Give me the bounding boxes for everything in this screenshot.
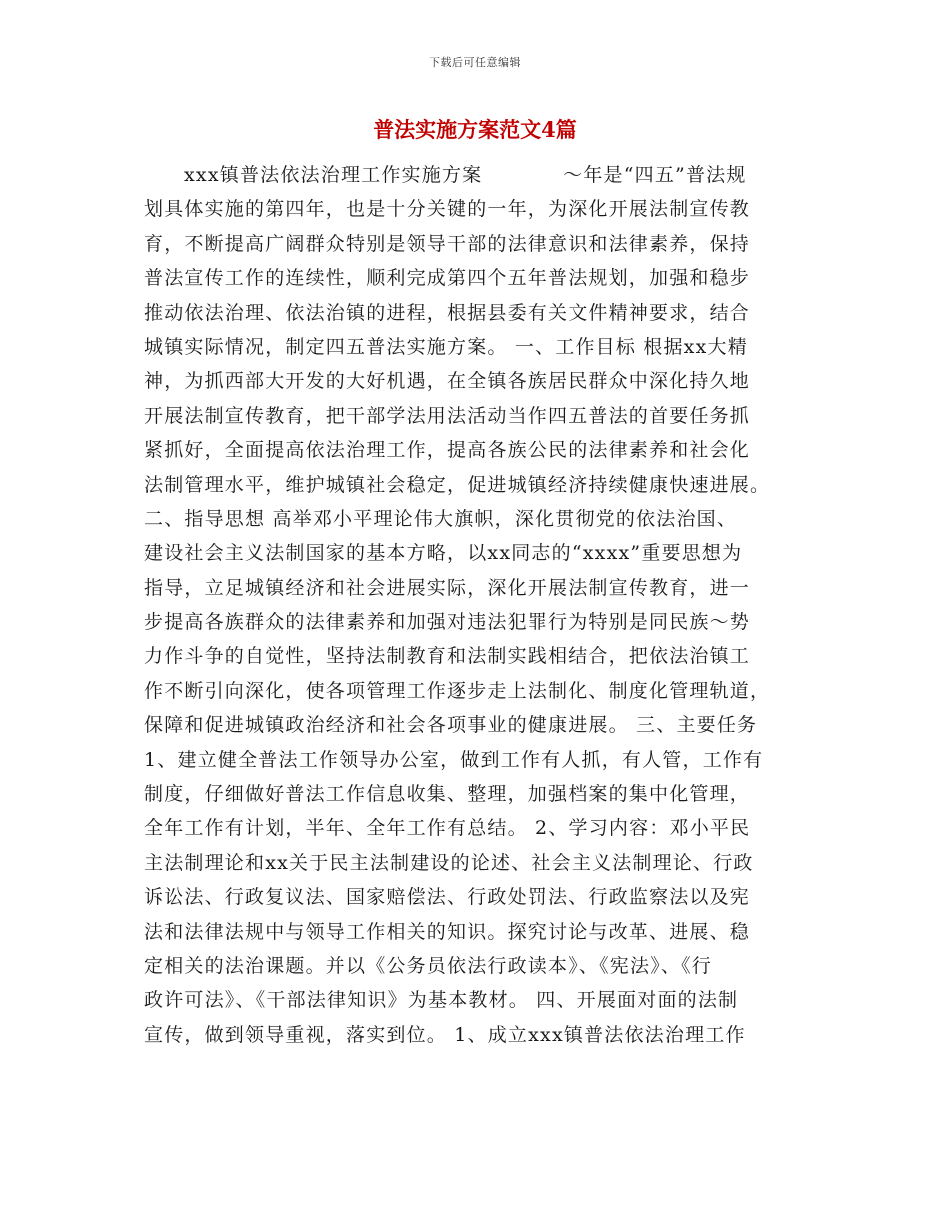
- body-line: 宣传，做到领导重视，落实到位。 1、成立xxx镇普法依法治理工作: [144, 1023, 746, 1046]
- body-line: 作不断引向深化，使各项管理工作逐步走上法制化、制度化管理轨道，: [144, 679, 771, 702]
- body-line: 推动依法治理、依法治镇的进程，根据县委有关文件精神要求，结合: [144, 301, 751, 324]
- body-line: 力作斗争的自觉性，坚持法制教育和法制实践相结合，把依法治镇工: [144, 645, 751, 668]
- body-line: 育，不断提高广阔群众特别是领导干部的法律意识和法律素养，保持: [144, 232, 751, 255]
- body-line: 全年工作有计划，半年、全年工作有总结。 2、学习内容：邓小平民: [144, 817, 751, 840]
- body-line: 政许可法》、《干部法律知识》为基本教材。 四、开展面对面的法制: [144, 989, 739, 1012]
- body-line: 指导，立足城镇经济和社会进展实际，深化开展法制宣传教育，进一: [144, 576, 751, 599]
- body-line: 紧抓好，全面提高依法治理工作，提高各族公民的法律素养和社会化: [144, 439, 751, 462]
- body-line: 制度，仔细做好普法工作信息收集、整理，加强档案的集中化管理，: [144, 783, 751, 806]
- body-line: 诉讼法、行政复议法、国家赔偿法、行政处罚法、行政监察法以及宪: [144, 886, 751, 909]
- document-body: [144, 158, 814, 1052]
- body-line: 保障和促进城镇政治经济和社会各项事业的健康进展。 三、主要任务: [144, 714, 758, 737]
- body-line: 法和法律法规中与领导工作相关的知识。探究讨论与改革、进展、稳: [144, 920, 751, 943]
- body-line: 二、指导思想 高举邓小平理论伟大旗帜，深化贯彻党的依法治国、: [144, 507, 738, 530]
- body-line: 步提高各族群众的法律素养和加强对违法犯罪行为特别是同民族～势: [144, 611, 751, 634]
- body-line: 定相关的法治课题。并以《公务员依法行政读本》、《宪法》、《行: [144, 954, 713, 977]
- document-title: 普法实施方案范文4篇: [373, 117, 577, 142]
- body-line: 神，为抓西部大开发的大好机遇，在全镇各族居民群众中深化持久地: [144, 370, 751, 393]
- body-line: 普法宣传工作的连续性，顺利完成第四个五年普法规划，加强和稳步: [144, 267, 751, 290]
- body-line: 主法制理论和xx关于民主法制建设的论述、社会主义法制理论、行政: [144, 851, 754, 874]
- body-line: xxx镇普法依法治理工作实施方案 ～年是“四五”普法规: [184, 164, 747, 186]
- body-line: 划具体实施的第四年，也是十分关键的一年，为深化开展法制宣传教: [144, 198, 751, 221]
- body-line: 1、建立健全普法工作领导办公室，做到工作有人抓，有人管，工作有: [144, 748, 764, 771]
- body-line: 建设社会主义法制国家的基本方略，以xx同志的“xxxx”重要思想为: [144, 542, 743, 565]
- body-line: 开展法制宣传教育，把干部学法用法活动当作四五普法的首要任务抓: [144, 404, 751, 427]
- body-line: 城镇实际情况，制定四五普法实施方案。 一、工作目标 根据xx大精: [144, 335, 748, 358]
- body-line: 法制管理水平，维护城镇社会稳定，促进城镇经济持续健康快速进展。: [144, 473, 771, 496]
- page-header: 下载后可任意编辑: [429, 56, 521, 69]
